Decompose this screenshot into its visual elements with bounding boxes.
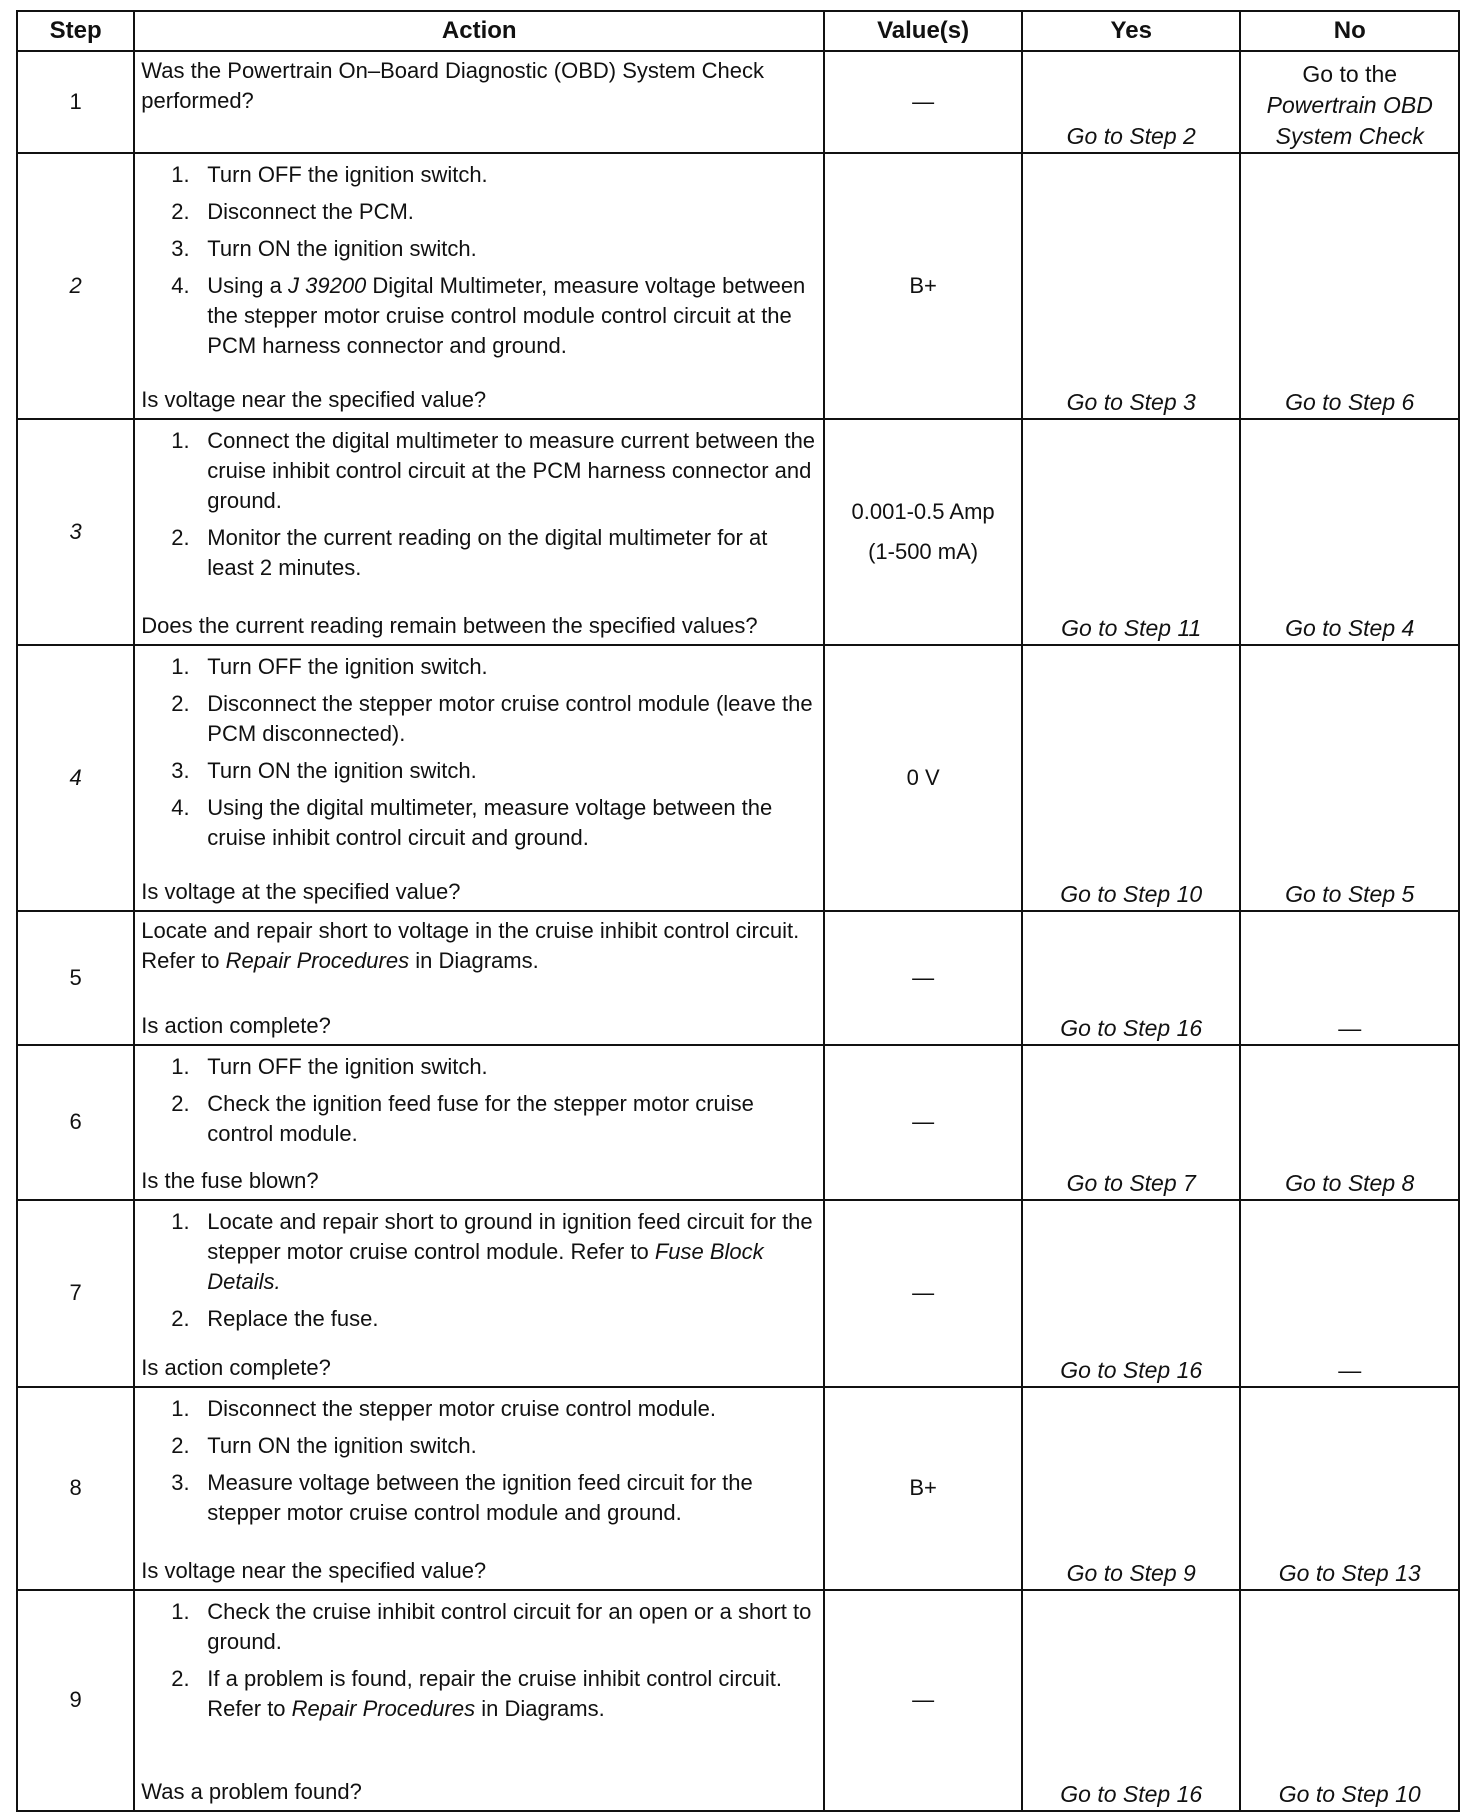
action-question: Is voltage near the specified value? [141,1557,487,1583]
action-question: Is action complete? [141,1354,331,1380]
yes-cell [1022,911,1240,1045]
header-row [17,11,1459,51]
value-cell: — [824,1590,1022,1811]
list-item: 4. Using a J 39200 Digital Multimeter, measure voltage between the stepper motor cruise control module control circuit at the PCM harness connector and ground. [171,272,806,358]
no-link[interactable]: Go to Step 8 [1285,1169,1415,1196]
table-row [17,1200,1459,1387]
action-question: Is voltage near the specified value? [141,386,487,412]
yes-link[interactable]: Go to Step 2 [1066,122,1196,149]
value-cell: — [824,1045,1022,1200]
action-cell [134,419,824,646]
no-link[interactable]: Powertrain OBD [1266,91,1433,118]
list-item: 3. Measure voltage between the ignition feed circuit for the stepper motor cruise control module and ground. [171,1469,753,1525]
action-cell [134,911,824,1045]
yes-cell [1022,1387,1240,1590]
list-item: 2. Monitor the current reading on the digital multimeter for at least 2 minutes. [171,524,768,580]
yes-link[interactable]: Go to Step 9 [1066,1559,1196,1586]
action-text: Was the Powertrain On–Board Diagnostic (OBD) System Check performed? [141,58,765,113]
table-row [17,1387,1459,1590]
list-item: 3. Turn ON the ignition switch. [171,235,477,261]
no-cell [1240,419,1459,646]
no-cell [1240,1200,1459,1387]
no-cell [1240,1590,1459,1811]
table-row [17,419,1459,646]
list-item: 1. Connect the digital multimeter to measure current between the cruise inhibit control circuit at the PCM harness connector and ground. [171,427,816,513]
action-question: Is voltage at the specified value? [141,879,461,905]
value-cell: B+ [824,1387,1022,1590]
header-step: Step [17,11,134,51]
action-question: Is the fuse blown? [141,1167,319,1193]
list-item: 2. If a problem is found, repair the cruise inhibit control circuit. Refer to Repair Procedures in Diagrams. [171,1665,782,1721]
yes-cell [1022,645,1240,911]
value-secondary: (1-500 mA) [868,538,979,564]
table-row [17,1045,1459,1200]
action-cell [134,51,824,153]
yes-link[interactable]: Go to Step 16 [1060,1781,1203,1807]
table-row [17,51,1459,153]
table-row [17,911,1459,1045]
list-item: 1. Check the cruise inhibit control circuit for an open or a short to ground. [171,1598,812,1654]
list-item: 2. Disconnect the stepper motor cruise control module (leave the PCM disconnected). [171,691,813,747]
step-number: 4 [17,645,134,911]
list-item: 1. Locate and repair short to ground in ignition feed circuit for the stepper motor cruise control module. Refer to Fuse Block Details. [171,1208,813,1294]
action-cell [134,1590,824,1811]
yes-cell [1022,1200,1240,1387]
value-cell: — [824,911,1022,1045]
no-link[interactable]: Go to Step 13 [1278,1559,1421,1586]
yes-link[interactable]: Go to Step 16 [1060,1356,1203,1383]
doc-reference: Repair Procedures [291,1695,476,1721]
step-number: 3 [17,419,134,646]
action-question: Was a problem found? [141,1779,362,1804]
no-link[interactable]: Go to Step 6 [1285,388,1415,415]
list-item: 1. Turn OFF the ignition switch. [171,161,488,187]
yes-cell [1022,1590,1240,1811]
value-primary: 0.001-0.5 Amp [851,498,995,524]
list-item: 2. Replace the fuse. [171,1305,379,1331]
value-cell [824,419,1022,646]
header-no: No [1240,11,1459,51]
yes-link[interactable]: Go to Step 11 [1061,615,1202,642]
table-row [17,1590,1459,1811]
yes-link[interactable]: Go to Step 3 [1066,388,1196,415]
yes-cell [1022,51,1240,153]
yes-cell [1022,419,1240,646]
value-cell: — [824,51,1022,153]
header-yes: Yes [1022,11,1240,51]
action-cell [134,645,824,911]
yes-link[interactable]: Go to Step 7 [1066,1169,1196,1196]
step-number: 2 [17,153,134,419]
doc-reference: Fuse Block Details. [207,1238,764,1294]
list-item: 2. Check the ignition feed fuse for the stepper motor cruise control module. [171,1090,754,1146]
value-cell: B+ [824,153,1022,419]
action-text: Locate and repair short to voltage in the cruise inhibit control circuit. Refer to Repair Procedures in Diagrams. [141,918,800,974]
header-action: Action [134,11,824,51]
no-value: — [1338,1014,1362,1041]
list-item: 3. Turn ON the ignition switch. [171,758,477,784]
tool-reference: J 39200 [288,272,367,298]
list-item: 2. Turn ON the ignition switch. [171,1432,477,1458]
doc-reference: Repair Procedures [225,948,410,974]
step-number: 1 [17,51,134,153]
diagnostic-table [16,10,1460,1812]
action-cell [134,1045,824,1200]
step-number: 7 [17,1200,134,1387]
yes-cell [1022,153,1240,419]
action-cell [134,153,824,419]
yes-link[interactable]: Go to Step 16 [1060,1014,1203,1041]
no-cell [1240,911,1459,1045]
no-cell [1240,645,1459,911]
yes-link[interactable]: Go to Step 10 [1060,881,1203,908]
list-item: 1. Turn OFF the ignition switch. [171,1053,488,1079]
step-number: 6 [17,1045,134,1200]
no-cell [1240,1045,1459,1200]
no-link[interactable]: Go to Step 10 [1278,1781,1421,1807]
step-number: 8 [17,1387,134,1590]
no-intro: Go to the [1302,60,1398,87]
action-question: Does the current reading remain between the specified values? [141,613,758,639]
value-cell: 0 V [824,645,1022,911]
action-cell [134,1387,824,1590]
list-item: 1. Disconnect the stepper motor cruise control module. [171,1395,716,1421]
list-item: 1. Turn OFF the ignition switch. [171,654,488,680]
action-cell [134,1200,824,1387]
step-number: 9 [17,1590,134,1811]
yes-cell [1022,1045,1240,1200]
no-cell [1240,51,1459,153]
no-cell [1240,153,1459,419]
no-link[interactable]: Go to Step 4 [1285,615,1415,642]
no-link[interactable]: System Check [1275,122,1424,149]
value-cell: — [824,1200,1022,1387]
no-cell [1240,1387,1459,1590]
table-row [17,645,1459,911]
step-number: 5 [17,911,134,1045]
table-row [17,153,1459,419]
list-item: 4. Using the digital multimeter, measure voltage between the cruise inhibit control circuit and ground. [171,795,773,851]
no-link[interactable]: Go to Step 5 [1285,881,1415,908]
action-question: Is action complete? [141,1012,331,1038]
list-item: 2. Disconnect the PCM. [171,198,414,224]
header-value: Value(s) [824,11,1022,51]
no-value: — [1338,1356,1362,1383]
